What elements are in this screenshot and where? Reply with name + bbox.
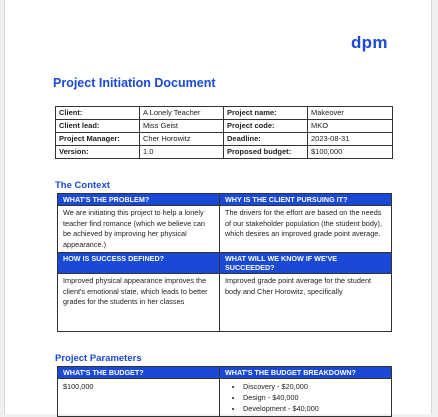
project-name-label: Project name: bbox=[224, 107, 308, 120]
dpm-logo: dpm bbox=[351, 33, 388, 52]
client-value: A Lonely Teacher bbox=[140, 107, 224, 120]
project-code-value: MKO bbox=[308, 120, 393, 133]
document-title: Project Initiation Document bbox=[53, 76, 216, 90]
budget-breakdown bbox=[220, 379, 392, 417]
document-page bbox=[4, 0, 432, 414]
version-value: 1.0 bbox=[140, 146, 224, 159]
table-row bbox=[56, 120, 393, 133]
version-label: Version: bbox=[56, 146, 140, 159]
context-section-title: The Context bbox=[55, 180, 110, 191]
client-lead-label: Client lead: bbox=[56, 120, 140, 133]
list-item: • Design - $40,000 bbox=[243, 392, 386, 403]
table-row bbox=[58, 379, 392, 417]
list-item: • Development - $40,000 bbox=[243, 403, 386, 414]
deadline-value: 2023-08-31 bbox=[308, 133, 393, 146]
table-row bbox=[56, 133, 393, 146]
budget-header: WHAT'S THE BUDGET? bbox=[58, 367, 220, 379]
succeeded-header: WHAT WILL WE KNOW IF WE'VE SUCCEEDED? bbox=[220, 253, 392, 274]
client-label: Client: bbox=[56, 107, 140, 120]
parameters-table bbox=[57, 366, 392, 417]
problem-answer: We are initiating this project to help a lonely teacher find romance (which we believe can be achieved by improving her physical appearance.) bbox=[58, 206, 220, 253]
context-table bbox=[57, 193, 392, 332]
table-row bbox=[58, 274, 392, 332]
why-header: WHY IS THE CLIENT PURSUING IT? bbox=[220, 194, 392, 206]
deadline-label: Deadline: bbox=[224, 133, 308, 146]
project-name-value: Makeover bbox=[308, 107, 393, 120]
table-row bbox=[56, 107, 393, 120]
list-item: • Discovery - $20,000 bbox=[243, 381, 386, 392]
succeeded-answer: Improved grade point average for the student body and Cher Horowitz, specifically bbox=[220, 274, 392, 332]
client-lead-value: Miss Geist bbox=[140, 120, 224, 133]
table-header-row bbox=[58, 367, 392, 379]
table-header-row bbox=[58, 253, 392, 274]
breakdown-header: WHAT'S THE BUDGET BREAKDOWN? bbox=[220, 367, 392, 379]
problem-header: WHAT'S THE PROBLEM? bbox=[58, 194, 220, 206]
table-row bbox=[56, 146, 393, 159]
success-header: HOW IS SUCCESS DEFINED? bbox=[58, 253, 220, 274]
breakdown-list bbox=[225, 381, 386, 414]
project-code-label: Project code: bbox=[224, 120, 308, 133]
budget-value: $100,000 bbox=[58, 379, 220, 417]
proposed-budget-label: Proposed budget: bbox=[224, 146, 308, 159]
why-answer: The drivers for the effort are based on the needs of our stakeholder population (the student body), which desires an improved grade point average. bbox=[220, 206, 392, 253]
project-info-table bbox=[55, 106, 393, 159]
success-answer: Improved physical appearance improves the client's emotional state, which leads to better grades for the students in her classes bbox=[58, 274, 220, 332]
project-manager-value: Cher Horowitz bbox=[140, 133, 224, 146]
table-row bbox=[58, 206, 392, 253]
project-manager-label: Project Manager: bbox=[56, 133, 140, 146]
parameters-section-title: Project Parameters bbox=[55, 353, 142, 364]
proposed-budget-value: $100,000 bbox=[308, 146, 393, 159]
table-header-row bbox=[58, 194, 392, 206]
